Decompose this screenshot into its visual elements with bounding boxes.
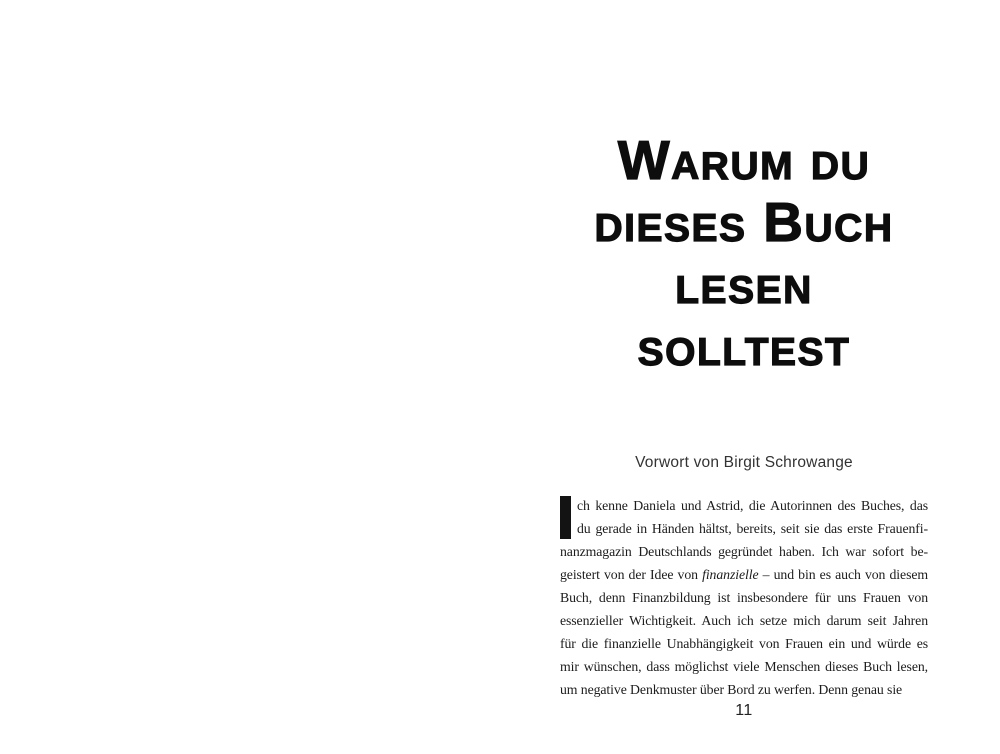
foreword-byline: Vorwort von Birgit Schrowange — [635, 454, 853, 471]
body-line: essenzieller Wichtigkeit. Auch ich setze mich darum seit Jahren — [560, 613, 928, 628]
dropcap-letter-i — [560, 496, 571, 539]
chapter-title-line: Warum du — [617, 129, 871, 191]
page-number: 11 — [735, 702, 753, 719]
body-line: ch kenne Daniela und Astrid, die Autorinnen des Buches, das — [577, 498, 928, 513]
body-line: Buch, denn Finanzbildung ist insbesondere für uns Frauen von — [560, 590, 928, 605]
magazine-name-italic: finanzielle — [702, 567, 759, 582]
chapter-title-line: solltest — [637, 315, 851, 377]
body-text — [560, 494, 928, 701]
chapter-title — [560, 129, 928, 377]
body-line: mir wünschen, dass möglichst viele Menschen dieses Buch lesen, — [560, 659, 928, 674]
body-line-segment: geistert von der Idee von — [560, 567, 703, 582]
body-line: nanzmagazin Deutschlands gegründet haben. Ich war sofort be- — [560, 544, 928, 559]
body-line: für die finanzielle Unabhängigkeit von Frauen ein und würde es — [560, 636, 928, 651]
body-line: um negative Denkmuster über Bord zu werfen. Denn genau sie — [560, 682, 903, 697]
body-line-segment: – und bin es auch von diesem — [758, 567, 928, 582]
chapter-title-line: dieses Buch — [594, 191, 894, 253]
body-line — [560, 563, 928, 586]
body-line: du gerade in Händen hältst, bereits, seit sie das erste Frauenfi- — [577, 521, 928, 536]
chapter-title-line: lesen — [675, 253, 813, 315]
page-right — [500, 0, 1000, 754]
